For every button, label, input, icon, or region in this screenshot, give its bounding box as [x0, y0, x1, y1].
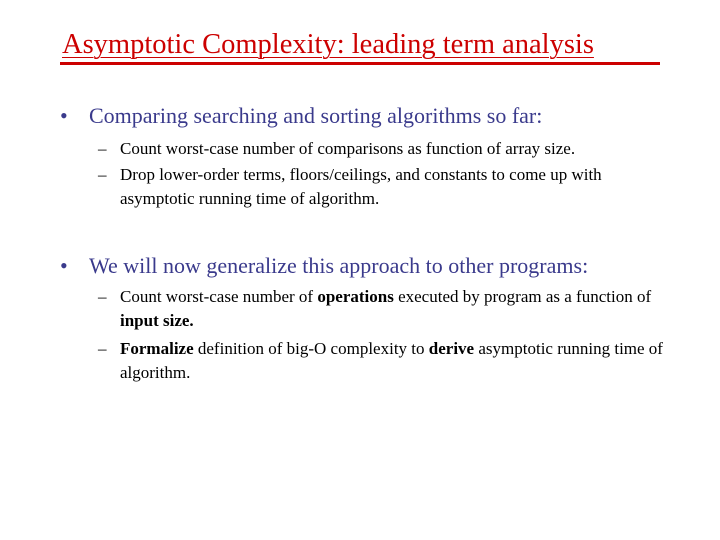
dash-marker: –	[98, 139, 107, 158]
sub-bullet-count-operations	[98, 285, 668, 333]
sub-bullet-text	[120, 337, 668, 385]
sub-bullet-formalize-big-o	[98, 337, 668, 385]
bullet-marker: •	[60, 103, 68, 128]
bold-term-derive: derive	[428, 339, 475, 358]
bold-term-input-size: input size.	[120, 311, 194, 330]
sub-bullet-text-part: definition of big-O complexity to	[193, 339, 429, 358]
dash-marker: –	[98, 339, 107, 358]
sub-bullet-text	[120, 163, 668, 211]
bullet-generalize-approach	[60, 252, 700, 280]
dash-marker: –	[98, 165, 107, 184]
sub-bullet-text	[120, 285, 668, 333]
sub-bullet-text-part: Count worst-case number of	[120, 287, 318, 306]
slide-title: Asymptotic Complexity: leading term analysis	[62, 29, 594, 60]
sub-bullet-text-part: asymptotic running time of algorithm.	[120, 339, 663, 382]
bullet-text: Comparing searching and sorting algorithms so far:	[89, 103, 543, 128]
sub-bullet-text-part: Drop lower-order terms, floors/ceilings, and constants to come up with asymptotic running time of algorithm.	[120, 165, 602, 208]
sub-bullet-drop-lower-order-terms	[98, 163, 668, 211]
title-underline-rule	[60, 62, 660, 65]
dash-marker: –	[98, 287, 107, 306]
sub-bullet-count-comparisons	[98, 137, 668, 161]
sub-bullet-text-part: executed by program as a function of	[393, 287, 652, 306]
bold-term-formalize: Formalize	[120, 339, 194, 358]
sub-bullet-text	[120, 137, 668, 161]
bullet-text: We will now generalize this approach to other programs:	[89, 253, 589, 278]
sub-bullet-text-part: Count worst-case number of comparisons as function of array size.	[120, 139, 576, 158]
bullet-marker: •	[60, 253, 68, 278]
bold-term-operations: operations	[317, 287, 394, 306]
bullet-comparing-algorithms	[60, 102, 700, 130]
